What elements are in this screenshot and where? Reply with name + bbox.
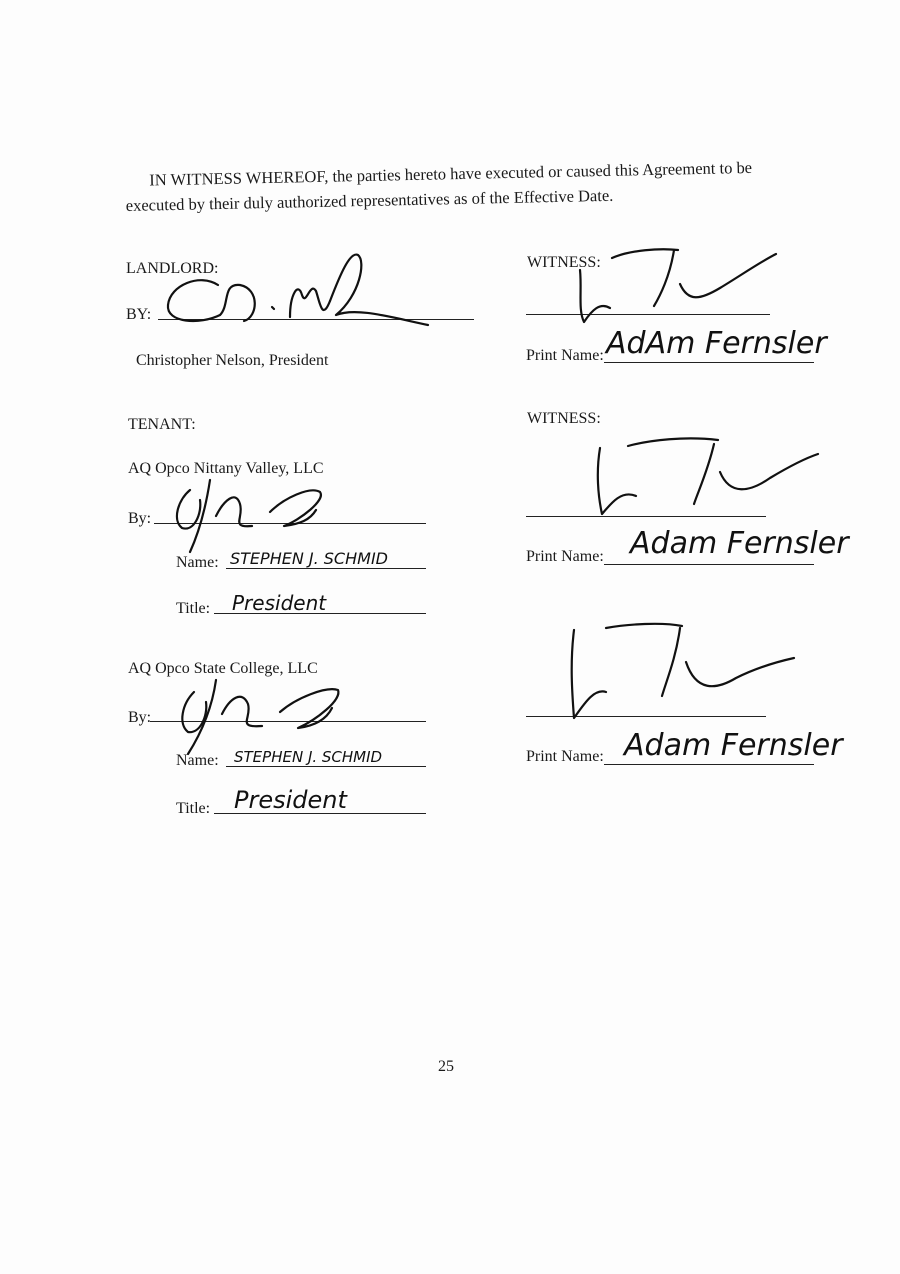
- tenant-entity-1-name: AQ Opco Nittany Valley, LLC: [128, 460, 324, 477]
- tenant-entity-1-name-line: [226, 568, 426, 569]
- tenant-entity-2-name-value: STEPHEN J. SCHMID: [234, 748, 383, 766]
- witness-1-signature: [570, 240, 790, 330]
- witness-clause-line-1: IN WITNESS WHEREOF, the parties hereto have executed or caused this Agreement to be: [149, 157, 753, 190]
- witness-1-print-value: AdAm Fernsler: [606, 326, 827, 361]
- witness-clause-line-2: executed by their duly authorized representatives as of the Effective Date.: [125, 185, 614, 215]
- tenant-entity-1-name-value: STEPHEN J. SCHMID: [230, 549, 388, 568]
- page-number: 25: [438, 1058, 454, 1075]
- tenant-heading: TENANT:: [128, 416, 196, 433]
- witness-1-heading: WITNESS:: [527, 254, 601, 271]
- tenant-entity-2-name-line: [226, 766, 426, 767]
- witness-2-signature: [590, 432, 830, 528]
- tenant-entity-2-name: AQ Opco State College, LLC: [128, 660, 318, 677]
- witness-clause: [125, 154, 786, 218]
- tenant-entity-1-title-label: Title:: [176, 600, 211, 617]
- tenant-entity-2-title-value: President: [234, 786, 347, 814]
- witness-1-print-line: [604, 362, 814, 363]
- witness-3-signature: [566, 622, 806, 722]
- witness-2-print-line: [604, 564, 814, 565]
- witness-3-print-line: [604, 764, 814, 765]
- tenant-entity-2-by-label: By:: [128, 709, 152, 726]
- landlord-signature: [160, 245, 460, 335]
- tenant-entity-2-name-label: Name:: [176, 752, 219, 769]
- landlord-heading: LANDLORD:: [126, 260, 219, 277]
- witness-2-print-value: Adam Fernsler: [630, 526, 849, 561]
- landlord-signer: Christopher Nelson, President: [136, 352, 329, 369]
- witness-3-print-label: Print Name:: [526, 748, 604, 765]
- witness-3-print-value: Adam Fernsler: [624, 728, 843, 763]
- witness-2-heading: WITNESS:: [527, 410, 601, 427]
- witness-1-print-label: Print Name:: [526, 347, 604, 364]
- tenant-entity-1-by-label: By:: [128, 510, 152, 527]
- landlord-by-label: BY:: [126, 306, 152, 323]
- tenant-entity-1-name-label: Name:: [176, 554, 219, 571]
- tenant-entity-2-title-label: Title:: [176, 800, 211, 817]
- tenant-entity-1-title-value: President: [232, 591, 327, 615]
- tenant-entity-1-signature: [160, 470, 360, 560]
- witness-2-print-label: Print Name:: [526, 548, 604, 565]
